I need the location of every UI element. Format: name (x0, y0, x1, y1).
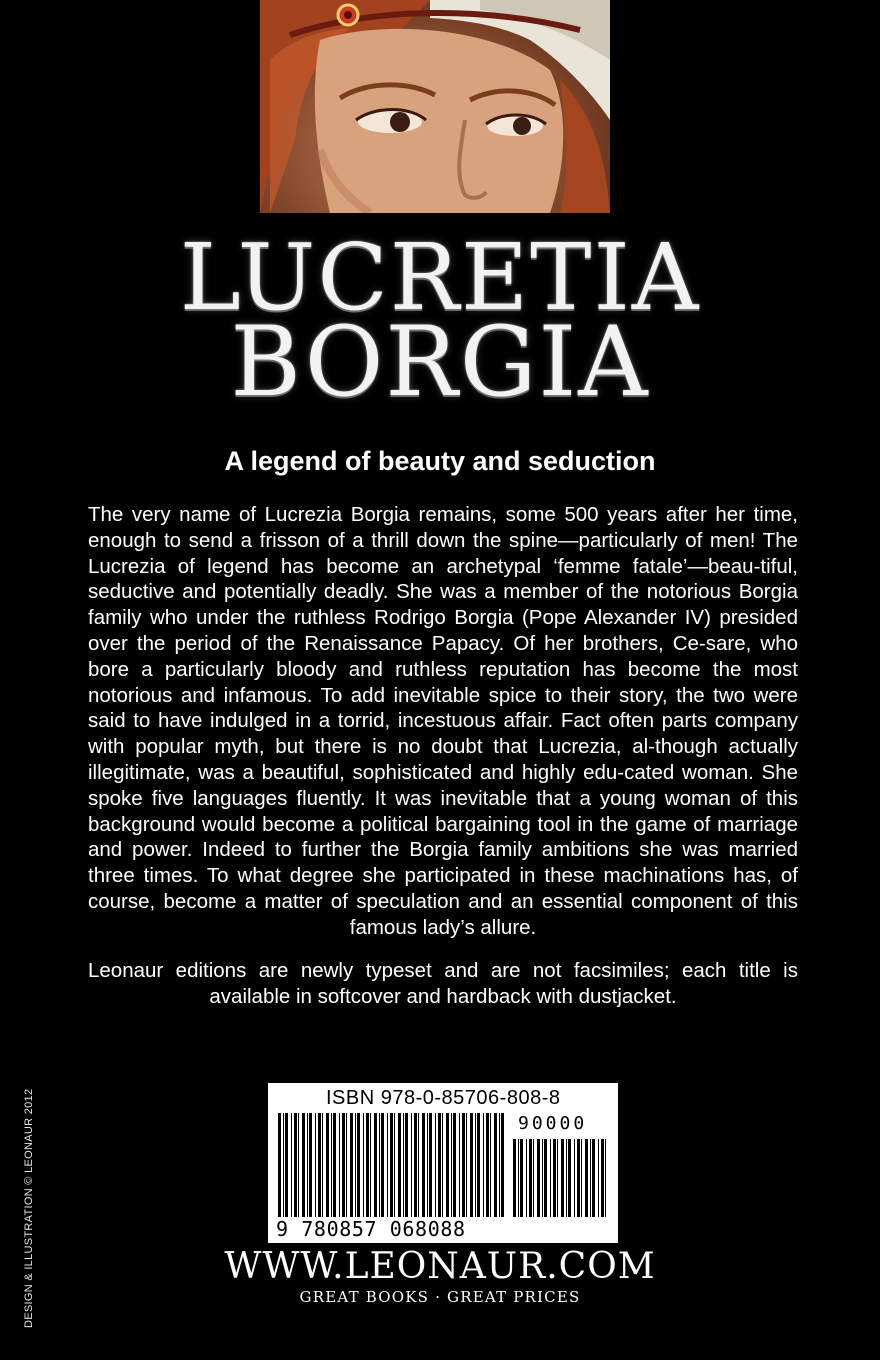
title-line-2: BORGIA (230, 306, 650, 418)
isbn-label: ISBN 978-0-85706-808-8 (326, 1087, 561, 1109)
design-credit: DESIGN & ILLUSTRATION © LEONAUR 2012 (23, 1088, 35, 1328)
website-url[interactable]: WWW.LEONAUR.COM (224, 1246, 656, 1287)
publisher-slogan: GREAT BOOKS · GREAT PRICES (299, 1288, 581, 1306)
blurb-paragraph: The very name of Lucrezia Borgia remains, some 500 years after her time, enough to send a frisson of a thrill down the spine—particularly of men! The Lucrezia of legend has become an archetypal ‘femme fatale’—beau-tiful, seductive and potentially deadly. She was a member of the notorious Borgia family who under the ruthless Rodrigo Borgia (Pope Alexander IV) presided over the period of the Renaissance Papacy. Of her brothers, Ce-sare, who bore a particularly bloody and ruthless reputation has become the most notorious and infamous. To add inevitable spice to their story, the two were said to have indulged in a torrid, incestuous affair. Fact often parts company with popular myth, but there is no doubt that Lucrezia, al-though actually illegitimate, was a beautiful, sophisticated and highly edu-cated woman. She spoke five languages fluently. It was inevitable that a young woman of this background would become a political bargaining tool in the game of marriage and power. Indeed to further the Borgia family ambitions she was married three times. To what degree she participated in these machinations has, of course, become a matter of speculation and an essential component of this famous lady’s allure. (88, 503, 798, 939)
barcode-bars (278, 1113, 506, 1217)
barcode-digits: 9 780857 068088 (276, 1217, 466, 1241)
price-code: 90000 (518, 1113, 588, 1134)
title-line-1: LUCRETIA (179, 224, 701, 331)
addon-barcode-bars (513, 1139, 609, 1217)
cover-portrait (260, 0, 610, 213)
tagline: A legend of beauty and seduction (224, 446, 656, 476)
edition-note: Leonaur editions are newly typeset and are not facsimiles; each title is available in softcover and hardback with dustjacket. (88, 959, 798, 1008)
isbn-barcode (268, 1083, 618, 1243)
